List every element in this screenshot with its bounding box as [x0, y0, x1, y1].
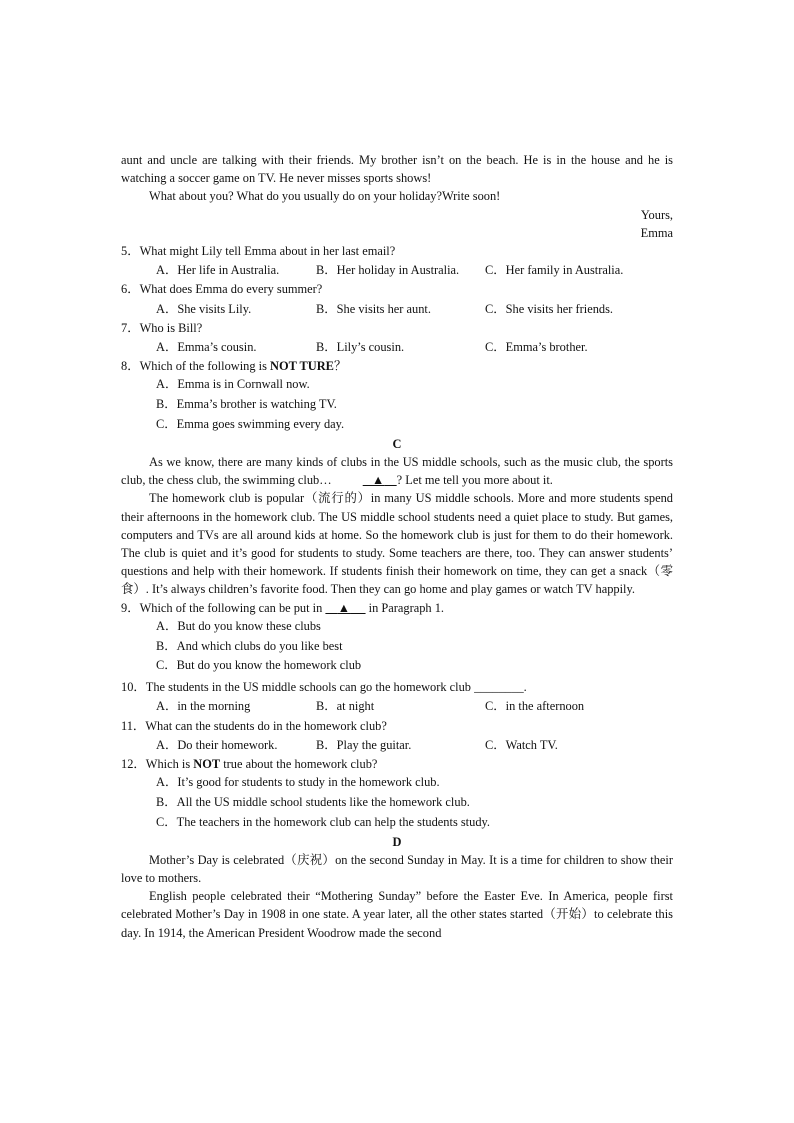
option-a[interactable]: A．Do their homework. [156, 737, 278, 752]
option-list [156, 375, 673, 434]
option-c[interactable]: C．Her family in Australia. [485, 263, 624, 278]
exam-page [121, 151, 673, 942]
passage-c-paragraph: As we know, there are many kinds of clubs in the US middle schools, such as the music club, the sports club, the chess club, the swimming club… ▲ ? Let me tell you more about it. [121, 453, 673, 489]
option-b[interactable]: B．Emma’s brother is watching TV. [156, 397, 337, 412]
option-b[interactable]: B．Her holiday in Australia. [316, 263, 460, 278]
option-c[interactable]: C．The teachers in the homework club can help the students study. [156, 814, 491, 829]
option-a[interactable]: A．It’s good for students to study in the homework club. [156, 775, 440, 790]
question-11 [121, 717, 673, 754]
passage-b-paragraph: aunt and uncle are talking with their friends. My brother isn’t on the beach. He is in the house and he is watching a soccer game on TV. He never misses sports shows! [121, 153, 673, 186]
passage-b-paragraph: What about you? What do you usually do on your holiday?Write soon! [149, 189, 501, 204]
emphasis: NOT TURE [270, 359, 334, 374]
option-row [156, 300, 673, 318]
option-row [156, 697, 673, 715]
option-b[interactable]: B．Lily’s cousin. [316, 340, 405, 355]
question-7 [121, 319, 673, 356]
option-c[interactable]: C．Watch TV. [485, 737, 558, 752]
question-text: 11．What can the students do in the homework club? [121, 718, 387, 733]
question-12 [121, 755, 673, 833]
option-row [156, 338, 673, 356]
option-row [156, 736, 673, 754]
question-text: 7．Who is Bill? [121, 320, 203, 335]
question-5 [121, 242, 673, 279]
letter-closing: Yours, [640, 207, 673, 222]
question-6 [121, 280, 673, 317]
option-c[interactable]: C．Emma’s brother. [485, 340, 588, 355]
question-text: 9．Which of the following can be put in ▲ in Paragraph 1. [121, 599, 673, 617]
option-list [156, 617, 673, 676]
question-text: 5．What might Lily tell Emma about in her last email? [121, 244, 396, 259]
option-a[interactable]: A．Emma’s cousin. [156, 340, 257, 355]
option-b[interactable]: B．at night [316, 699, 375, 714]
option-c[interactable]: C．Emma goes swimming every day. [156, 417, 345, 432]
question-10 [121, 678, 673, 715]
option-c[interactable]: C．She visits her friends. [485, 301, 614, 316]
section-heading: D [392, 834, 402, 849]
passage-d-paragraph: Mother’s Day is celebrated（庆祝）on the second Sunday in May. It is a time for children to show their love to mothers. [121, 852, 673, 886]
question-8 [121, 357, 673, 435]
option-b[interactable]: B．She visits her aunt. [316, 301, 431, 316]
answer-blank: ▲ [372, 473, 385, 488]
letter-signature: Emma [640, 225, 673, 240]
option-b[interactable]: B．Play the guitar. [316, 737, 412, 752]
option-c[interactable]: C．But do you know the homework club [156, 658, 362, 673]
option-c[interactable]: C．in the afternoon [485, 699, 585, 714]
option-b[interactable]: B．All the US middle school students like the homework club. [156, 795, 470, 810]
option-b[interactable]: B．And which clubs do you like best [156, 638, 343, 653]
option-row [156, 261, 673, 279]
passage-d-paragraph: English people celebrated their “Mothering Sunday” before the Easter Eve. In America, people first celebrated Mother’s Day in 1908 in one state. A year later, all the other states started（开始）to celebrate this day. In 1914, the American President Woodrow made the second [121, 889, 673, 940]
question-text: 12．Which is NOT true about the homework club? [121, 757, 378, 772]
question-text: 6．What does Emma do every summer? [121, 282, 323, 297]
option-list [156, 773, 673, 832]
option-a[interactable]: A．in the morning [156, 699, 251, 714]
option-a[interactable]: A．Emma is in Cornwall now. [156, 377, 310, 392]
emphasis: NOT [193, 757, 221, 772]
passage-c-paragraph: The homework club is popular（流行的）in many US middle schools. More and more students spend their afternoons in the homework club. The US middle school students need a quiet place to study. But games, computers and TVs are all around kids at home. So the homework club is just for them to do their homework. The club is quiet and it’s good for students to study. Some teachers are there, too. They can answer students’ questions and help with their homework. If students finish their homework on time, they can get a snack（零食）. It’s always children’s favorite food. Then they can go home and play games or watch TV happily. [121, 491, 673, 597]
section-heading: C [392, 436, 402, 451]
question-text: 10．The students in the US middle schools can go the homework club ________. [121, 680, 527, 695]
option-a[interactable]: A．But do you know these clubs [156, 618, 321, 633]
question-text: 8．Which of the following is NOT TURE？ [121, 359, 347, 374]
option-a[interactable]: A．Her life in Australia. [156, 263, 280, 278]
question-9 [121, 599, 673, 677]
answer-blank: ▲ [337, 600, 351, 615]
option-a[interactable]: A．She visits Lily. [156, 301, 252, 316]
